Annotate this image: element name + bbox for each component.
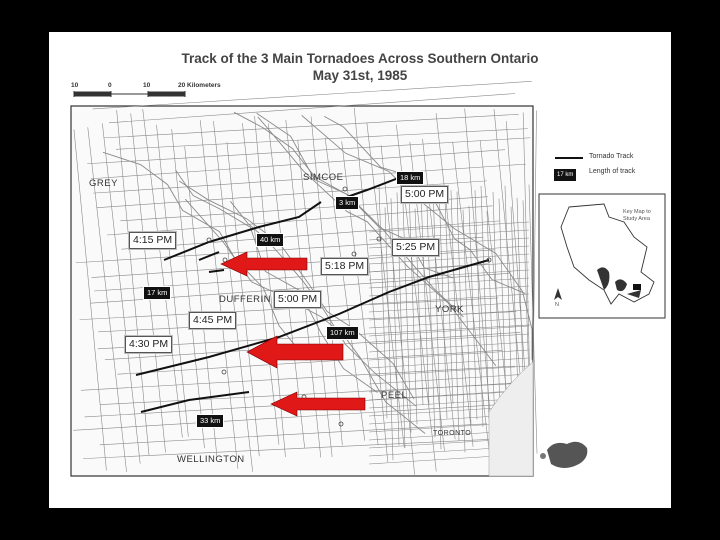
county-grey: GREY [89, 178, 118, 189]
logo-dot-icon [540, 453, 546, 459]
length-label-107km: 107 km [326, 326, 359, 340]
north-label: N [555, 302, 559, 308]
county-simcoe: SIMCOE [303, 172, 344, 183]
title-line1: Track of the 3 Main Tornadoes Across Southern Ontario [181, 51, 539, 66]
time-label-430: 4:30 PM [125, 336, 172, 353]
county-peel: PEEL [381, 390, 408, 401]
length-label-3km: 3 km [335, 196, 359, 210]
title-line2: May 31st, 1985 [312, 68, 408, 83]
county-york: YORK [435, 304, 464, 315]
scale-tick-1: 10 [71, 82, 79, 89]
slide [49, 32, 671, 508]
time-label-500-dufferin: 5:00 PM [274, 291, 321, 308]
city-toronto: TORONTO [433, 430, 472, 437]
legend-length-swatch: 17 km [553, 168, 577, 182]
logo-icon [547, 442, 587, 468]
legend-length-label: Length of track [589, 168, 636, 175]
map-title [49, 50, 671, 84]
county-dufferin: DUFFERIN [219, 294, 272, 305]
keymap-study-area [633, 284, 641, 290]
time-label-500-simcoe: 5:00 PM [401, 186, 448, 203]
time-label-445: 4:45 PM [189, 312, 236, 329]
time-label-415: 4:15 PM [129, 232, 176, 249]
length-label-18km: 18 km [396, 171, 424, 185]
time-label-518: 5:18 PM [321, 258, 368, 275]
keymap-label: Key Map to Study Area [623, 209, 651, 222]
legend-track-label: Tornado Track [589, 153, 634, 160]
length-label-17km: 17 km [143, 286, 171, 300]
scale-tick-4: 20 Kilometers [178, 82, 221, 89]
length-label-33km: 33 km [196, 414, 224, 428]
scale-tick-3: 10 [143, 82, 151, 89]
time-label-525: 5:25 PM [392, 239, 439, 256]
length-label-40km: 40 km [256, 233, 284, 247]
scale-bar [74, 91, 185, 97]
county-wellington: WELLINGTON [177, 454, 245, 465]
scale-tick-2: 0 [108, 82, 112, 89]
